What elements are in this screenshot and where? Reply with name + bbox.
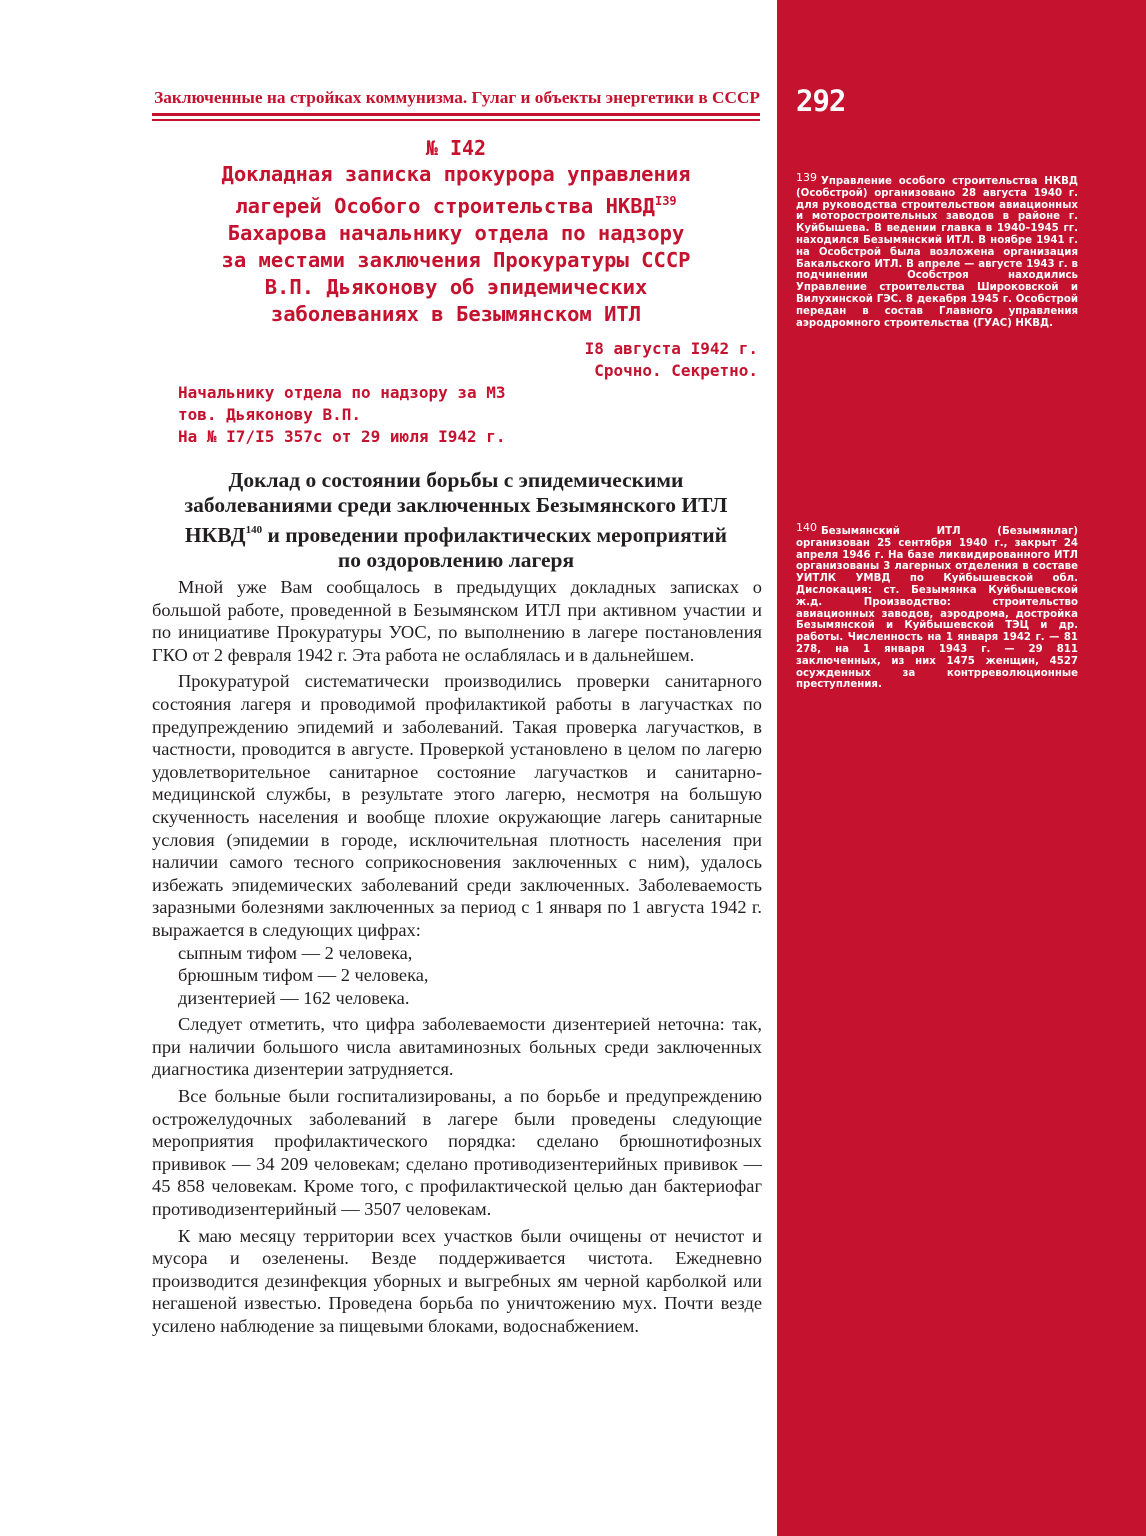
document-title-line: Бахарова начальнику отдела по надзору bbox=[227, 221, 685, 245]
document-title-line: Докладная записка прокурора управления bbox=[221, 162, 691, 186]
addressee-line: На № I7/I5 357с от 29 июля I942 г. bbox=[178, 427, 506, 446]
body-paragraph: Следует отметить, что цифра заболеваемости дизентерией неточна: так, при наличии большого числа авитаминозных больных среди заключенных диагностика дизентерии затрудняется. bbox=[152, 1014, 762, 1080]
list-item: сыпным тифом — 2 человека, bbox=[178, 942, 413, 963]
body-paragraph: Мной уже Вам сообщалось в предыдущих докладных записках о большой работе, проведенной в Безымянском ИТЛ при активном участии и по инициативе Прокуратуры УОС, по выполнению в лагере постановления ГКО от 2 февраля 1942 г. Эта работа не ослаблялась и в дальнейшем. bbox=[152, 577, 762, 665]
footnote-number: 140 bbox=[796, 521, 817, 534]
report-title bbox=[152, 468, 760, 573]
body-paragraph: Все больные были госпитализированы, а по борьбе и предупреждению острожелудочных заболеваний в лагере были проведены следующие мероприятия профилактического порядка: сделано брюшнотифозных прививок — 34 209 человекам; сделано противодизентерийных прививок — 45 858 человекам. Кроме того, с профилактической целью дан бактериофаг противодизентерийный — 3507 человекам. bbox=[152, 1086, 762, 1220]
document-title-line: заболеваниях в Безымянском ИТЛ bbox=[270, 302, 642, 326]
footnote-139 bbox=[796, 172, 1078, 329]
footnote-text: Безымянский ИТЛ (Безымянлаг) организован 25 сентября 1940 г., закрыт 24 апреля 1946 г. На базе ликвидированного ИТЛ организованы 3 лагерных отделения в составе УИТЛК УМВД по Куйбышевской обл. Дислокация: ст. Безымянка Куйбышевской ж.д. Производство: строительство авиационных заводов, аэродрома, достройка Безымянской и Куйбышевской ТЭЦ и др. работы. Численность на 1 января 1942 г. — 81 278, на 1 января 1943 г. — 29 811 заключенных, из них 1475 женщин, 4527 осужденных за контрреволюционные преступления. bbox=[796, 526, 1078, 691]
page-number: 292 bbox=[796, 84, 846, 118]
document-title-line: лагерей Особого строительства $НКВД^{I39}$ bbox=[235, 194, 677, 218]
running-header: Заключенные на стройках коммунизма. Гулаг и объекты энергетики в СССР bbox=[154, 88, 760, 107]
header-rule-thin bbox=[152, 119, 760, 121]
footnote-number: 139 bbox=[796, 171, 817, 184]
footnote-text: Управление особого строительства НКВД (Особстрой) организовано 28 августа 1940 г. для руководства строительством авиационных и моторостроительных заводов в районе г. Куйбышева. В ведении главка в 1940–1945 гг. находился Безымянский ИТЛ. В ноябре 1941 г. на Особстрой была возложена организация Бакальского ИТЛ. В апреле — августе 1943 г. в подчинении Особстроя находились Управление строительства Широковской и Вилухинской ГЭС. 8 декабря 1945 г. Особстрой передан в состав Главного управления аэродромного строительства (ГУАС) НКВД. bbox=[796, 176, 1078, 329]
footnote-ref-140: 140 bbox=[245, 524, 263, 536]
document-number: № I42 bbox=[425, 136, 487, 160]
report-body bbox=[152, 576, 762, 1342]
document-date: I8 августа I942 г. bbox=[584, 339, 758, 358]
addressee-block bbox=[178, 382, 506, 448]
document-classification: Срочно. Секретно. bbox=[594, 361, 758, 380]
document-title-line: В.П. Дьяконову об эпидемических bbox=[264, 275, 648, 299]
document-title-line: за местами заключения Прокуратуры СССР bbox=[221, 248, 691, 272]
report-title-line: Доклад о состоянии борьбы с эпидемическими bbox=[228, 468, 684, 492]
document-title bbox=[152, 161, 760, 328]
addressee-line: Начальнику отдела по надзору за МЗ bbox=[178, 383, 506, 402]
footnote-140 bbox=[796, 522, 1078, 691]
header-rule-thick bbox=[152, 113, 760, 116]
date-block bbox=[585, 338, 758, 382]
body-paragraph: Прокуратурой систематически производились проверки санитарного состояния лагеря и проводимой профилактикой работы в лагучастках по предупреждению эпидемий и заболеваний. Такая проверка лагучастков, в частности, проводится в августе. Проверкой установлено в целом по лагерю удовлетворительное санитарное состояние лагучастков и санитарно-медицинской службы, в результате этого лагерю, несмотря на большую скученность населения и вообще плохие окружающие лагерь санитарные условия (эпидемии в городе, исключительная плотность населения при наличии самого тесного соприкосновения заключенных с ним), удалось избежать эпидемических заболеваний среди заключенных. Заболеваемость заразными болезнями заключенных за период с 1 января по 1 августа 1942 г. выражается в следующих цифрах: bbox=[152, 671, 762, 940]
report-title-line: заболеваниями среди заключенных Безымянского ИТЛ bbox=[184, 493, 728, 517]
list-item: брюшным тифом — 2 человека, bbox=[178, 965, 429, 986]
list-item: дизентерией — 162 человека. bbox=[178, 987, 410, 1008]
report-title-line: по оздоровлению лагеря bbox=[337, 548, 575, 572]
addressee-line: тов. Дьяконову В.П. bbox=[178, 405, 362, 424]
report-title-line: НКВД$^{140}$ и проведении профилактических мероприятий bbox=[184, 523, 728, 547]
body-paragraph: К маю месяцу территории всех участков были очищены от нечистот и мусора и озеленены. Везде поддерживается чистота. Ежедневно производится дезинфекция уборных и выгребных ям черной карболкой или негашеной известью. Проведена борьба по уничтожению мух. Почти везде усилено наблюдение за пищевыми блоками, водоснабжением. bbox=[152, 1225, 762, 1336]
footnote-ref-139: I39 bbox=[654, 194, 677, 208]
